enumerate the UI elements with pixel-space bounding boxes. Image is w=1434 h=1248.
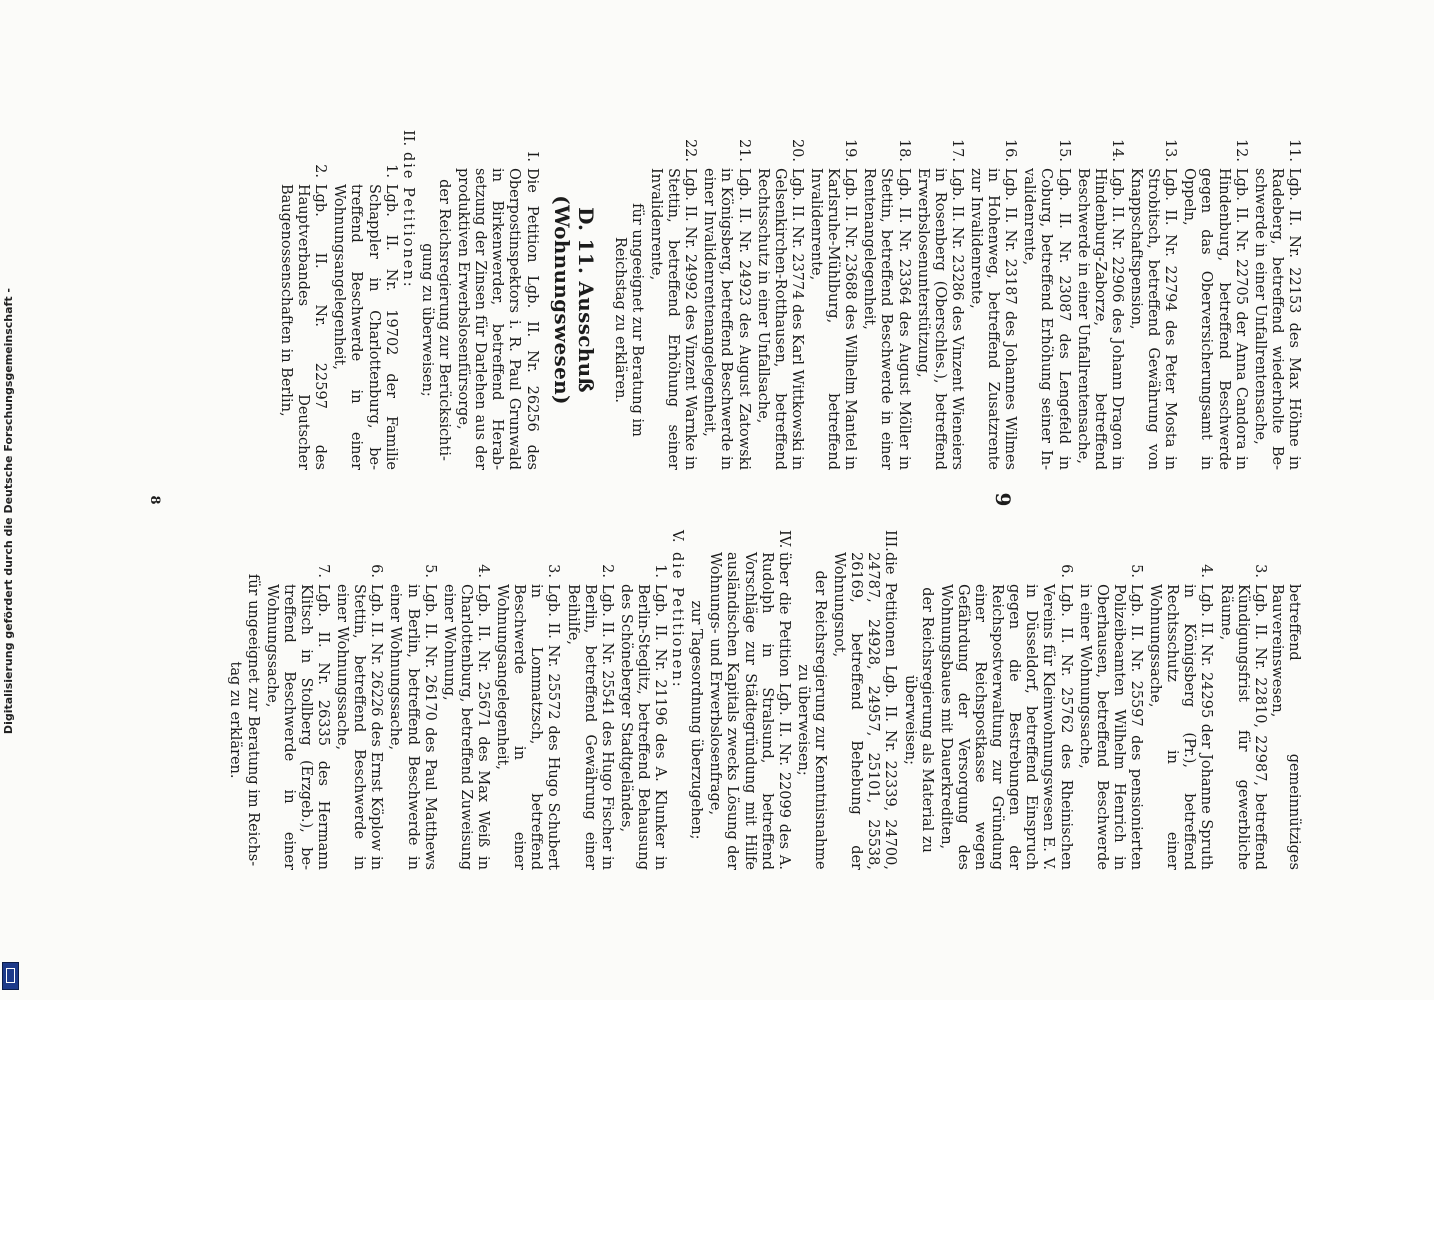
item-number: 1. [652, 564, 669, 578]
list-item [1020, 130, 1071, 470]
signature-mark: 8 [147, 495, 162, 505]
right-roman-five [668, 530, 685, 870]
item-text: Lgb. II. Nr. 23688 des Wilhelm Mantel in Karlsruhe-Mühlburg, betreffend Invalidenrente, [808, 168, 859, 470]
list-item [1074, 130, 1125, 470]
item-text: Lgb. II. Nr. 22597 des Hauptverbandes Deutscher Baugenossenschaften in Berlin, [278, 184, 329, 470]
item-text: Lgb. II. Nr. 25597 des pensionierten Polizeibeamten Wilhelm Henrich in Oberhausen, betreffend Beschwerde in einer Wohnungssache, [1076, 584, 1145, 870]
item-text: Lgb. II. Nr. 25671 des Max Weiß in Charlottenburg, betreffend Zuweisung einer Wohnung, [440, 584, 491, 870]
list-item [1216, 530, 1267, 870]
list-item [563, 530, 614, 870]
item-number: 4. [1198, 564, 1215, 578]
list-item [1251, 130, 1302, 470]
list-item [1146, 530, 1214, 870]
item-number: 2. [312, 164, 329, 178]
left-roman-two [399, 130, 416, 470]
item-text: Lgb. II. Nr. 22906 des Johann Dragon in Hindenburg-Zaborze, betreffend Beschwerde in einer Unfallrentensache, [1074, 168, 1125, 470]
left-closing-top: für ungeeignet zur Beratung im Reichstag zu erklären. [611, 203, 645, 437]
list-item [330, 130, 398, 470]
item-text: Lgb. II. Nr. 23774 des Karl Wittkowski in Gelsenkirchen-Rotthausen, betreffend Rechtsschutz in einer Unfallsache, [754, 168, 805, 470]
item-number: 4. [474, 564, 491, 578]
list-item [386, 530, 437, 870]
list-item [967, 130, 1018, 470]
right-closing-bottom: für ungeeignet zur Beratung im Reichstag zu erklären. [227, 573, 261, 867]
right-closing-four: zur Tagesordnung überzugehen; [688, 600, 705, 840]
item-number: I. [523, 151, 540, 162]
right-closing-three: der Reichsregierung zur Kenntnisnahme zu überweisen; [794, 570, 829, 870]
roman-text: die Petitionen: [669, 552, 686, 689]
item-number: 12. [1232, 138, 1249, 162]
left-column [275, 130, 1302, 470]
right-roman-four [706, 530, 792, 870]
item-number: 2. [598, 564, 615, 578]
list-item [277, 130, 328, 470]
item-number: 14. [1108, 138, 1125, 162]
list-item [333, 530, 384, 870]
left-section-closing: der Reichsregierung zur Berücksichtigung zu überweisen; [418, 179, 452, 461]
item-number: 19. [842, 138, 859, 162]
item-text: Lgb. II. Nr. 24992 des Vinzent Warnke in Stettin, betreffend Erhöhung seiner Invalidenrente, [648, 168, 699, 470]
item-number: 5. [1128, 564, 1145, 578]
left-sub-items [277, 130, 399, 470]
list-item [617, 530, 668, 870]
item-number: 13. [1162, 138, 1179, 162]
dfg-notice [0, 0, 20, 1000]
item-number: 21. [735, 138, 752, 162]
list-item [440, 530, 491, 870]
right-roman-three [830, 530, 898, 870]
list-item [937, 530, 1074, 870]
list-item [914, 130, 965, 470]
item-number: 16. [1002, 138, 1019, 162]
right-continuation: betreffend gemeinnütziges Bauvereinswesen, [1268, 584, 1302, 870]
roman-number: II. [399, 130, 416, 147]
list-item [807, 130, 858, 470]
item-number: 17. [948, 138, 965, 162]
right-closing-material: der Reichsregierung als Material zu überweisen; [901, 587, 935, 853]
roman-text: die Petitionen Lgb. II. Nr. 22339, 24700, 24787, 24928, 24957, 25101, 25538, 26169, betreffend Behebung der Wohnungsnot, [831, 552, 899, 870]
item-text: Lgb. II. Nr. 23087 des Lengefeld in Coburg, betreffend Erhöhung seiner Invalidenrente, [1021, 168, 1072, 470]
dfg-logo-icon [2, 962, 19, 990]
item-number: 22. [682, 138, 699, 162]
item-text: Lgb. II. Nr. 24923 des August Zatowski in Königsberg, betreffend Beschwerde in einer Invalidenrentenangelegenheit, [701, 168, 752, 470]
item-number: 11. [1286, 138, 1302, 162]
left-section-items [454, 130, 540, 470]
list-item [263, 530, 331, 870]
item-text: Lgb. II. Nr. 24295 der Johanne Spruth in Königsberg (Pr.), betreffend Rechtsschutz in einer Wohnungssache, [1147, 584, 1215, 870]
list-item [1076, 530, 1144, 870]
item-number: 1. [382, 164, 399, 178]
list-item [454, 130, 540, 470]
item-number: 3. [545, 564, 562, 578]
list-item [860, 130, 911, 470]
roman-text: über die Petition Lgb. II. Nr. 22099 des A. Rudolph in Stralsund, betreffend Vorschläge zur Städtegründung mit Hilfe ausländischen Kapitals zwecks Lösung der Wohnungs- und Erwerbslosenfrage, [707, 552, 792, 870]
list-item [754, 130, 805, 470]
item-text: Lgb. II. Nr. 22794 des Peter Mosta in Strobitsch, betreffend Gewährung von Knappschaftspension, [1128, 168, 1179, 470]
item-text: Lgb. II. Nr. 26226 des Ernst Köplow in Stettin, betreffend Beschwerde in einer Wohnungssache, [334, 584, 385, 870]
list-item [700, 130, 751, 470]
item-number: 18. [895, 138, 912, 162]
item-number: 6. [1057, 564, 1074, 578]
list-item [1180, 130, 1248, 470]
item-text: Lgb. II. Nr. 23187 des Johannes Wilmes in Hohenweg, betreffend Zusatzrente zur Invalidenrente, [968, 168, 1019, 470]
section-heading: D. 11. Ausschuß (Wohnungswesen) [550, 195, 598, 405]
item-text: Lgb. II. Nr. 19702 der Familie Schappler in Charlottenburg, betreffend Beschwerde in einer Wohnungsangelegenheit, [331, 184, 399, 470]
right-column [224, 530, 1302, 870]
dfg-notice-text: Digitalisierung gefördert durch die Deutsche Forschungsgemeinschaft - [2, 288, 15, 735]
item-number: 15. [1055, 138, 1072, 162]
roman-number: IV. [775, 530, 792, 549]
list-item [647, 130, 698, 470]
roman-number: III. [882, 530, 899, 552]
item-text: Lgb. II. Nr. 26335 des Hermann Klitsch in Stollberg (Erzgeb.), betreffend Beschwerde in einer Wohnungssache, [263, 584, 331, 870]
item-number: 3. [1251, 564, 1268, 578]
item-text: Lgb. II. Nr. 25762 des Rheinischen Vereins für Kleinwohnungswesen E. V. in Düsseldorf, betreffend Einspruch gegen die Bestrebungen der Reichspostverwaltung zur Gründung einer Reichspostkasse wegen Gefährdung der Versorgung des Wohnungsbaues mit Dauerkrediten, [937, 584, 1074, 870]
right-sub-items-top [937, 530, 1268, 870]
item-number: 7. [314, 564, 331, 578]
item-text: Lgb. II. Nr. 22810, 22987, betreffend Kündigungsfrist für gewerbliche Räume, [1217, 584, 1268, 870]
list-item [1127, 130, 1178, 470]
item-text: Lgb. II. Nr. 23286 des Vinzent Wieneiers in Rosenberg (Oberschles.), betreffend Erwerbslosenunterstützung, [914, 168, 965, 470]
left-items-top [647, 130, 1302, 470]
item-number: 20. [788, 138, 805, 162]
roman-text: die Petitionen: [399, 152, 416, 289]
item-text: Lgb. II. Nr. 26170 des Paul Matthews in Berlin, betreffend Beschwerde in einer Wohnungssache, [387, 584, 438, 870]
right-sub-items-bottom [263, 530, 669, 870]
item-text: Die Petition Lgb. II. Nr. 26256 des Oberpostinspektors i. R. Paul Grunwald in Birkenwerder, betreffend Herabsetzung der Zinsen für Darlehen aus der produktiven Erwerbslosenfürsorge, [455, 168, 540, 470]
item-text: Lgb. II. Nr. 22705 der Anna Candora in Hindenburg, betreffend Beschwerde gegen das Oberversicherungsamt in Oppeln, [1181, 168, 1249, 470]
page-number: 9 [991, 492, 1015, 508]
item-text: Lgb. II. Nr. 25541 des Hugo Fischer in Berlin, betreffend Gewährung einer Beihilfe, [564, 584, 615, 870]
item-text: Lgb. II. Nr. 21196 des A. Klunker in Berlin-Steglitz, betreffend Behausung des Schöneberger Stadtgeländes, [617, 584, 669, 870]
roman-number: V. [669, 530, 686, 543]
item-number: 5. [421, 564, 438, 578]
list-item [493, 530, 561, 870]
item-text: Lgb. II. Nr. 25572 des Hugo Schubert in Lommatzsch, betreffend Beschwerde in einer Wohnungsangelegenheit, [494, 584, 562, 870]
item-text: Lgb. II. Nr. 22153 des Max Höhne in Radeberg, betreffend wiederholte Beschwerde in einer Unfallrentensache, [1251, 168, 1302, 470]
item-number: 6. [368, 564, 385, 578]
item-text: Lgb. II. Nr. 23364 des August Möller in Stettin, betreffend Beschwerde in einer Rentenangelegenheit, [861, 168, 912, 470]
